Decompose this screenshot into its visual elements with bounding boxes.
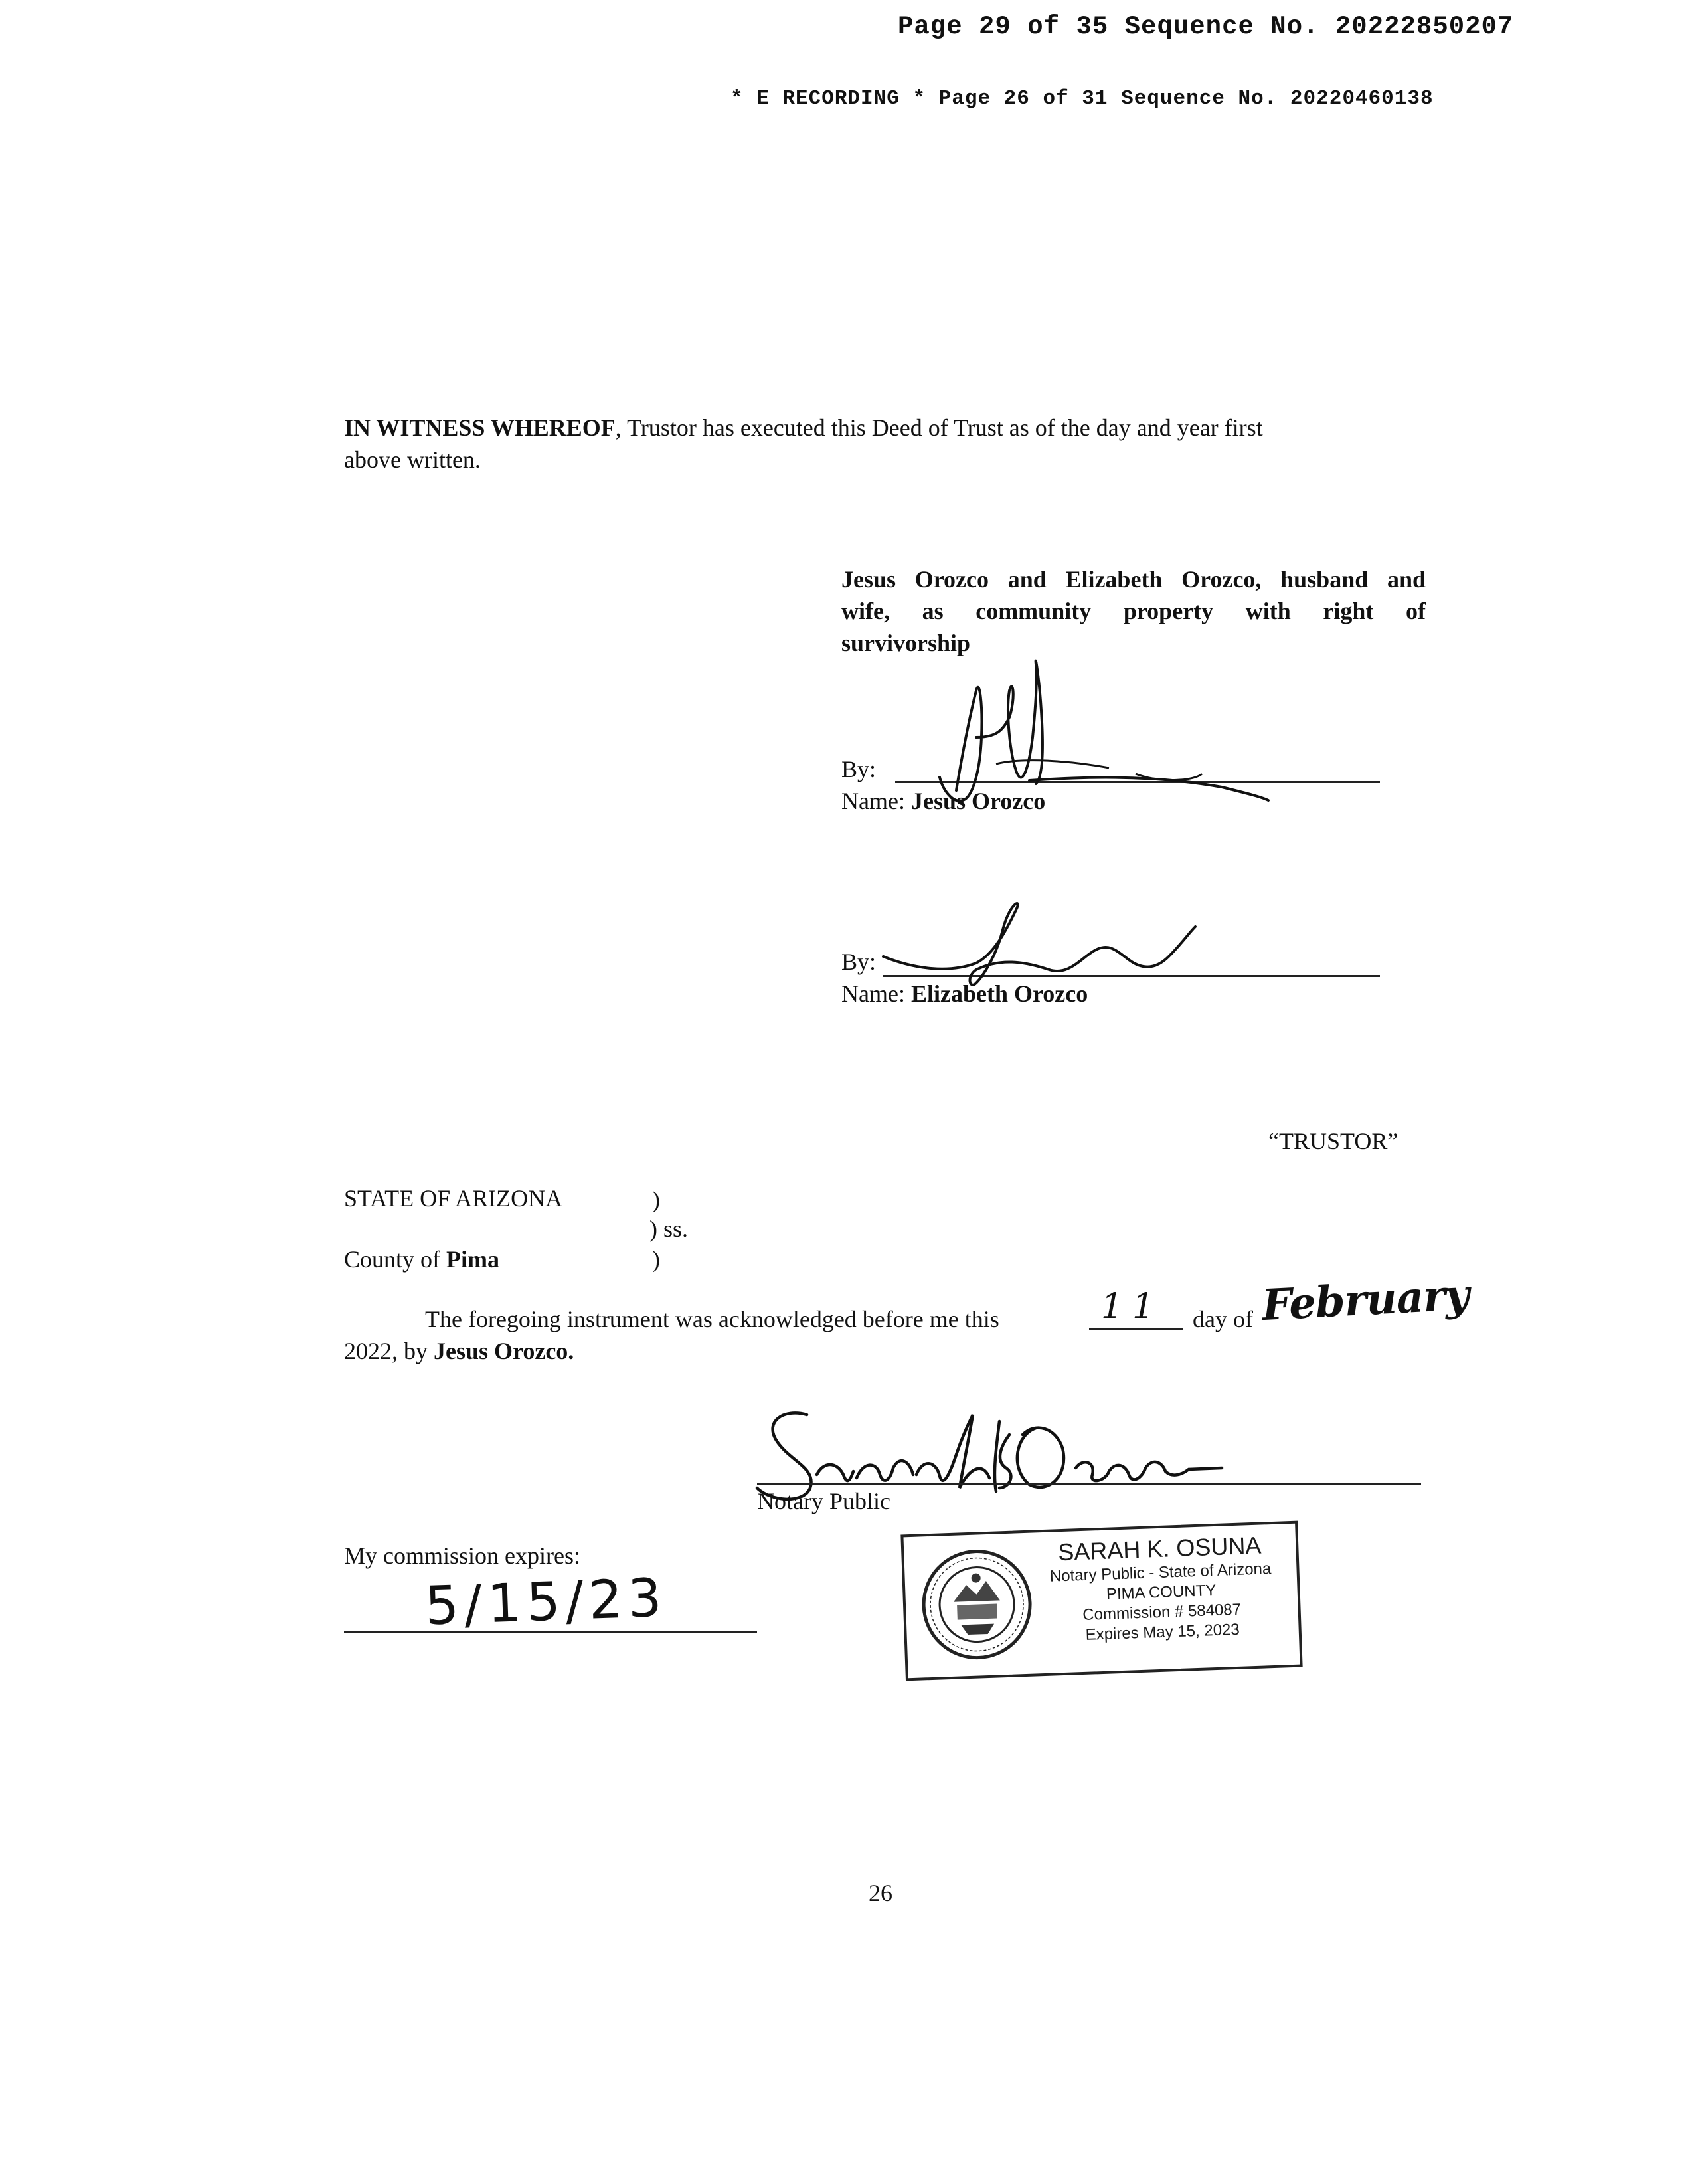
- ack-day-value: 11: [1100, 1287, 1164, 1326]
- stamp-line3: PIMA COUNTY: [1106, 1581, 1217, 1603]
- sig1-name-label: Name:: [841, 788, 911, 814]
- witness-text: , Trustor has executed this Deed of Trust as of the day and year first: [615, 414, 1263, 441]
- commission-label: My commission expires:: [344, 1542, 580, 1569]
- witness-clause: [344, 412, 1420, 476]
- sig1-by-label: By:: [841, 756, 877, 782]
- venue-paren-1: ): [652, 1186, 660, 1213]
- recording-header-secondary: * E RECORDING * Page 26 of 31 Sequence No. 20220460138: [730, 87, 1434, 110]
- notary-line: [757, 1483, 1421, 1485]
- notary-label: Notary Public: [757, 1488, 890, 1514]
- ack-year-row: [344, 1335, 574, 1367]
- jesus-orozco-signature: [916, 638, 1288, 830]
- recording-header-primary: Page 29 of 35 Sequence No. 20222850207: [898, 12, 1514, 41]
- ack-person: Jesus Orozco.: [434, 1338, 574, 1364]
- ack-text-2: day of: [1193, 1306, 1253, 1332]
- ack-day-line: [1089, 1328, 1183, 1330]
- notary-stamp: [900, 1521, 1302, 1681]
- sig2-name: Elizabeth Orozco: [910, 980, 1088, 1007]
- sig2-name-label: Name:: [841, 980, 911, 1007]
- trustor-label: “TRUSTOR”: [1268, 1128, 1399, 1154]
- commission-line: [344, 1631, 757, 1633]
- trustor-names-line3: survivorship: [841, 630, 971, 656]
- venue-county-label: County of: [344, 1246, 447, 1273]
- stamp-line5: Expires May 15, 2023: [1085, 1620, 1240, 1644]
- ack-year-by: 2022, by: [344, 1338, 434, 1364]
- elizabeth-orozco-signature: [877, 897, 1222, 1003]
- witness-lead: IN WITNESS WHEREOF: [344, 414, 616, 441]
- arizona-seal-icon: [918, 1546, 1035, 1663]
- trustor-names-line2: wife, as community property with right of: [841, 598, 1426, 624]
- venue-paren-3: ): [652, 1246, 660, 1273]
- page-number: 26: [869, 1880, 892, 1906]
- venue-county-row: [344, 1243, 499, 1275]
- witness-text-line2: above written.: [344, 446, 481, 473]
- commission-value: 5/15/23: [424, 1566, 668, 1637]
- stamp-name: SARAH K. OSUNA: [1057, 1531, 1262, 1566]
- trustor-names-line1: Jesus Orozco and Elizabeth Orozco, husband and: [841, 566, 1426, 592]
- sig1-name: Jesus Orozco: [910, 788, 1046, 814]
- venue-state: STATE OF ARIZONA: [344, 1185, 563, 1212]
- venue-county: Pima: [446, 1246, 499, 1273]
- stamp-line2: Notary Public - State of Arizona: [1049, 1560, 1272, 1586]
- ack-month-value: February: [1260, 1269, 1470, 1331]
- sig2-by-label: By:: [841, 949, 877, 975]
- stamp-line4: Commission # 584087: [1082, 1600, 1242, 1625]
- venue-ss: ) ss.: [649, 1216, 689, 1242]
- ack-text-1: The foregoing instrument was acknowledged before me this: [425, 1306, 999, 1332]
